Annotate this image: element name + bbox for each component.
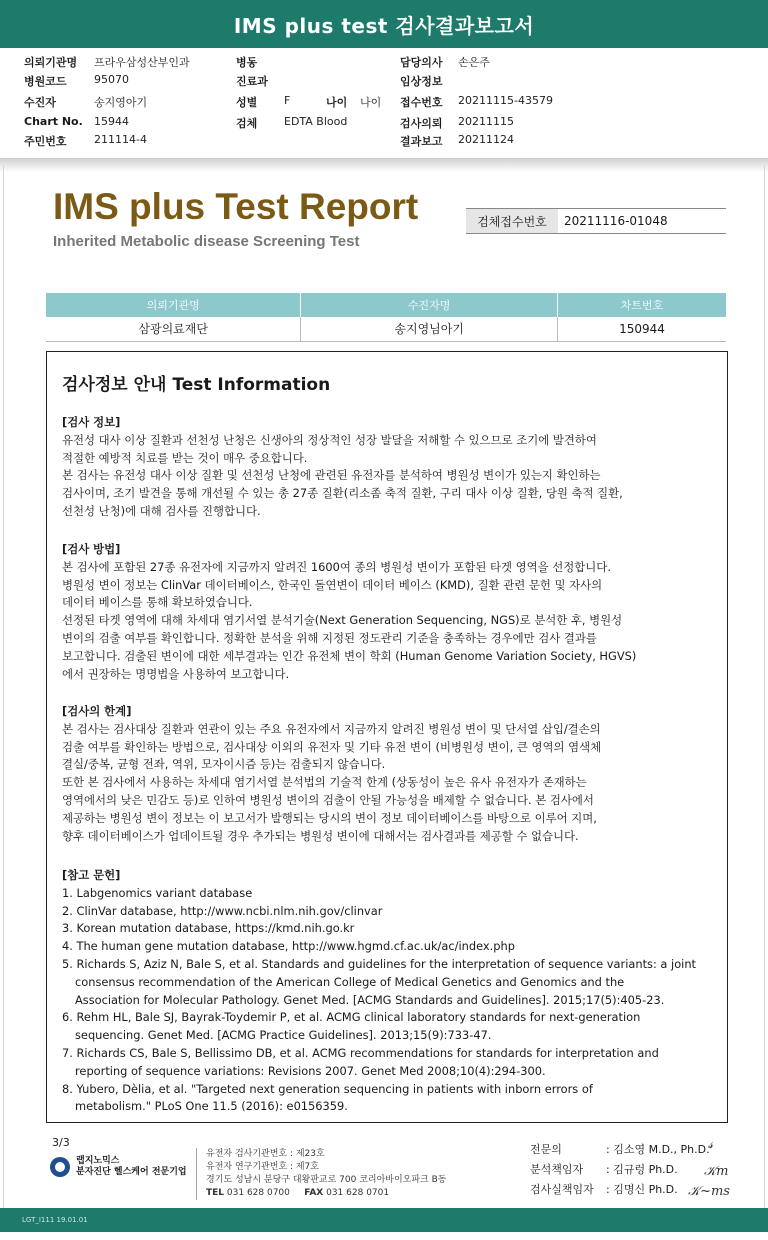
info-row	[0, 133, 768, 151]
info-row	[0, 54, 768, 72]
page-number: 3/3	[52, 1136, 70, 1149]
section-line: 검출 여부를 확인하는 방법으로, 검사대상 이외의 유전자 및 기타 유전 변이 (비병원성 변이, 큰 영역의 염색체	[62, 739, 602, 754]
form-code: LGT_I111 19.01.01	[22, 1216, 88, 1224]
section-line: 에서 권장하는 명명법을 사용하여 보고합니다.	[62, 666, 290, 681]
reference-item[interactable]	[62, 903, 722, 921]
section-line: 영역에서의 낮은 민감도 등)로 인하여 병원성 변이의 검출이 안될 가능성을 배제할 수 없습니다. 본 검사에서	[62, 792, 594, 807]
specimen-number-box	[466, 208, 726, 234]
section-line: 데이터 베이스를 통해 확보하였습니다.	[62, 595, 253, 610]
test-information-box	[46, 351, 728, 1123]
reference-item-continued: reporting of sequence variations: Revisions 2007. Genet Med 2008;10(4):294-300.	[75, 1063, 546, 1078]
signature-mark: 𝒦m	[704, 1164, 729, 1179]
reference-item-continued: metabolism." PLoS One 11.5 (2016): e0156359.	[75, 1099, 348, 1114]
fax-number: 031 628 0701	[326, 1188, 390, 1198]
info-value: 손은주	[458, 56, 490, 69]
signer-role: 검사실책임자	[530, 1183, 594, 1196]
info-row	[0, 94, 768, 112]
section-line: 보고합니다. 검출된 변이에 대한 세부결과는 인간 유전체 변이 학회 (Human Genome Variation Society, HGVS)	[62, 648, 637, 663]
specimen-number-value: 20211116-01048	[564, 214, 668, 228]
signer-name: : 김소영 M.D., Ph.D.	[606, 1143, 710, 1156]
clinvar-link[interactable]: 2. ClinVar database, http://www.ncbi.nlm.nih.gov/clinvar	[62, 903, 383, 918]
section-test-method	[62, 541, 722, 683]
info-label: 임상정보	[400, 75, 443, 88]
info-row	[0, 115, 768, 133]
signer-name: : 김명신 Ph.D.	[606, 1183, 678, 1196]
info-label: Chart No.	[24, 115, 83, 128]
reference-item-continued: sequencing. Genet Med. [ACMG Practice Guidelines]. 2013;15(9):733-47.	[75, 1028, 492, 1043]
tel-label: TEL	[206, 1188, 225, 1198]
test-information-title: 검사정보 안내 Test Information	[62, 375, 331, 395]
section-line: 향후 데이터베이스가 업데이트될 경우 추가되는 병원성 변이에 대해서는 검사결과를 제공할 수 없습니다.	[62, 828, 579, 843]
section-line: 본 검사에 포함된 27종 유전자에 지금까지 알려진 1600여 종의 병원성 변이가 포함된 타겟 영역을 선정합니다.	[62, 559, 611, 574]
section-line: 변이의 검출 여부를 확인합니다. 정확한 분석을 위해 지정된 정도관리 기준을 충족하는 경우에만 검사 결과를	[62, 630, 597, 645]
info-value: F	[284, 94, 291, 107]
info-label: 검사의뢰	[400, 117, 443, 130]
section-references	[62, 867, 722, 1116]
section-heading: [검사 방법]	[62, 542, 121, 556]
patient-table-cell: 150944	[558, 317, 726, 341]
info-value: 95070	[94, 73, 129, 86]
info-label: 병원코드	[24, 75, 67, 88]
signature-mark: 𝓈	[708, 1136, 714, 1152]
info-label: 병동	[236, 56, 258, 69]
section-line: 선정된 타겟 영역에 대해 차세대 염기서열 분석기술(Next Generation Sequencing, NGS)로 분석한 후, 병원성	[62, 613, 623, 628]
section-line: 본 검사는 유전성 대사 이상 질환 및 선천성 난청에 관련된 유전자를 분석하여 병원성 변이가 있는지 확인하는	[62, 468, 601, 483]
info-row	[0, 73, 768, 91]
info-value: 나이	[360, 96, 382, 109]
page-border	[764, 165, 765, 1225]
info-value: 20211124	[458, 133, 514, 146]
info-label: 나이	[326, 96, 348, 109]
registration-line: 유전자 검사기관번호 : 제23호	[206, 1149, 325, 1159]
signer-name: : 김규렁 Ph.D.	[606, 1163, 678, 1176]
header-divider	[0, 158, 768, 172]
reference-item: 7. Richards CS, Bale S, Bellissimo DB, et al. ACMG recommendations for standards for interpretation and	[62, 1045, 659, 1060]
section-line: 본 검사는 검사대상 질환과 연관이 있는 주요 유전자에서 지금까지 알려진 병원성 변이 및 단서열 삽입/결손의	[62, 721, 601, 736]
reference-item-continued: Association for Molecular Pathology. Genet Med. [ACMG Standards and Guidelines]. 2015;17(5):405-23.	[75, 992, 665, 1007]
section-heading: [참고 문헌]	[62, 868, 121, 882]
reference-item: 5. Richards S, Aziz N, Bale S, et al. Standards and guidelines for the interpretation of sequence variants: a joint	[62, 956, 697, 971]
patient-table-header: 차트번호	[558, 293, 726, 317]
info-label: 의뢰기관명	[24, 56, 78, 69]
info-label: 성별	[236, 96, 258, 109]
reference-item: 1. Labgenomics variant database	[62, 885, 253, 900]
section-line: 적절한 예방적 치료를 받는 것이 매우 중요합니다.	[62, 450, 308, 465]
signature-mark: 𝒦~ms	[688, 1184, 730, 1199]
reference-item-continued: consensus recommendation of the American College of Medical Genetics and Genomics and the	[75, 974, 625, 989]
report-title: IMS plus Test Report	[53, 186, 419, 227]
info-label: 담당의사	[400, 56, 443, 69]
tel-number: 031 628 0700	[226, 1188, 290, 1198]
section-line: 유전성 대사 이상 질환과 선천성 난청은 신생아의 정상적인 성장 발달을 저해할 수 있으므로 조기에 발견하여	[62, 432, 597, 447]
registration-line: 유전자 연구기관번호 : 제7호	[206, 1162, 319, 1172]
kmd-link[interactable]: 3. Korean mutation database, https://kmd.nih.go.kr	[62, 921, 355, 936]
form-code-band	[0, 1208, 768, 1232]
address-line: 경기도 성남시 분당구 대왕판교로 700 코리아바이오파크 B동	[206, 1175, 447, 1185]
patient-table-cell: 송지영님아기	[301, 317, 558, 341]
signer-role: 분석책임자	[530, 1163, 584, 1176]
reference-item[interactable]	[62, 938, 722, 956]
section-line: 선천성 난청)에 대해 검사를 진행합니다.	[62, 503, 261, 518]
info-value: 20211115-43579	[458, 94, 553, 107]
report-subtitle: Inherited Metabolic disease Screening Test	[53, 233, 360, 250]
info-label: 주민번호	[24, 135, 67, 148]
info-value: 프라우삼성산부인과	[94, 56, 190, 69]
report-header-band	[0, 0, 768, 48]
section-test-limitations	[62, 703, 722, 845]
fax-label: FAX	[304, 1188, 324, 1198]
registration-info	[206, 1148, 446, 1200]
page-border	[3, 165, 4, 1225]
section-line: 병원성 변이 정보는 ClinVar 데이터베이스, 한국인 돌연변이 데이터 베이스 (KMD), 질환 관련 문헌 및 자사의	[62, 577, 603, 592]
section-line: 결실/중복, 균형 전좌, 역위, 모자이시즘 등)는 검출되지 않습니다.	[62, 757, 386, 772]
info-label: 접수번호	[400, 96, 443, 109]
patient-table-header: 수진자명	[301, 293, 558, 317]
section-line: 제공하는 병원성 변이 정보는 이 보고서가 발행되는 당시의 변이 정보 데이터베이스를 바탕으로 이루어 지며,	[62, 810, 597, 825]
section-heading: [검사의 한계]	[62, 704, 132, 718]
specimen-number-label: 검체접수번호	[466, 209, 558, 233]
report-header-title: IMS plus test 검사결과보고서	[233, 13, 535, 38]
footer-divider	[196, 1148, 197, 1200]
logo-name: 랩지노믹스	[76, 1156, 120, 1166]
logo-tagline: 분자진단 헬스케어 전문기업	[76, 1167, 187, 1177]
info-value: 송지영아기	[94, 96, 148, 109]
signer-role: 전문의	[530, 1143, 562, 1156]
reference-item: 6. Rehm HL, Bale SJ, Bayrak-Toydemir P, et al. ACMG clinical laboratory standards for next-generation	[62, 1010, 641, 1025]
info-label: 결과보고	[400, 135, 443, 148]
info-label: 수진자	[24, 96, 56, 109]
info-label: 진료과	[236, 75, 268, 88]
section-test-info	[62, 414, 722, 521]
request-info	[0, 54, 768, 154]
reference-item[interactable]	[62, 920, 722, 938]
hgmd-link[interactable]: 4. The human gene mutation database, http://www.hgmd.cf.ac.uk/ac/index.php	[62, 939, 515, 954]
section-heading: [검사 정보]	[62, 415, 121, 429]
info-value: EDTA Blood	[284, 115, 348, 128]
logo-mark-icon	[50, 1157, 70, 1177]
section-line: 또한 본 검사에서 사용하는 차세대 염기서열 분석법의 기술적 한계 (상동성이 높은 유사 유전자가 존재하는	[62, 775, 587, 790]
patient-table	[46, 293, 726, 342]
reference-list	[62, 885, 722, 1116]
info-value: 211114-4	[94, 133, 147, 146]
reference-item: 8. Yubero, Dèlia, et al. "Targeted next generation sequencing in patients with inborn errors of	[62, 1081, 593, 1096]
patient-table-header: 의뢰기관명	[46, 293, 301, 317]
patient-table-cell: 삼광의료재단	[46, 317, 301, 341]
report-footer	[0, 1128, 768, 1208]
info-label: 검체	[236, 117, 258, 130]
contact-line	[206, 1187, 446, 1200]
section-line: 검사이며, 조기 발견을 통해 개선될 수 있는 총 27종 질환(리소좀 축적 질환, 구리 대사 이상 질환, 당원 축적 질환,	[62, 486, 623, 501]
info-value: 15944	[94, 115, 129, 128]
company-logo	[50, 1156, 187, 1178]
info-value: 20211115	[458, 115, 514, 128]
